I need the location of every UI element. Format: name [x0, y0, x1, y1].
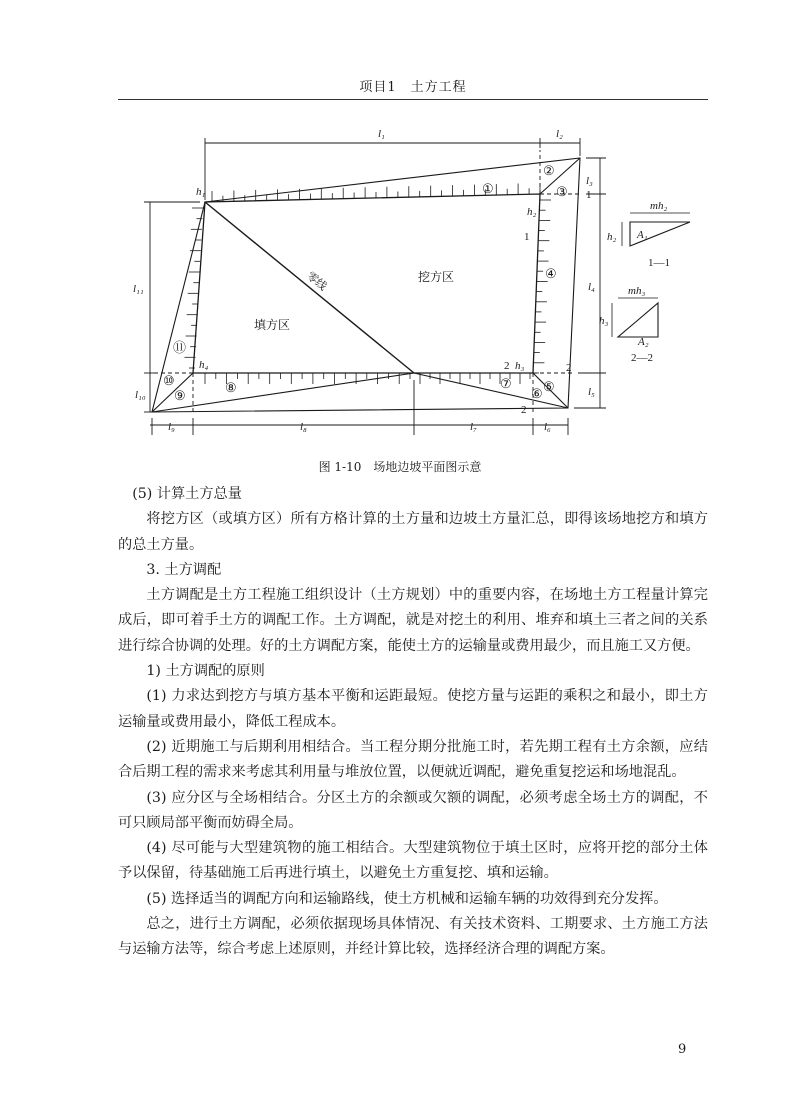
label-h3: h₃ [515, 360, 525, 372]
label-l11: l₁₁ [133, 283, 144, 295]
figure-labels [133, 128, 670, 433]
label-l5: l₅ [588, 386, 595, 398]
label-A2: A₂ [638, 336, 649, 348]
site-slope-plan-figure [0, 110, 800, 450]
paragraph-principle: (4) 尽可能与大型建筑物的施工相结合。大型建筑物位于填土区时，应将开挖的部分土体予以保留，待基础施工后再进行填土，以避免土方重复挖、填和运输。 [118, 840, 708, 882]
label-section-1-1: 1—1 [648, 257, 670, 269]
label-l4: l₄ [588, 281, 595, 293]
zero-line [205, 202, 414, 373]
label-cut-zone: 挖方区 [418, 270, 455, 284]
label-circle-7: ⑦ [500, 376, 512, 391]
label-l1: l₁ [378, 128, 385, 140]
running-header: 项目1 土方工程 [359, 80, 467, 95]
figure-caption: 图 1-10 场地边坡平面图示意 [318, 460, 482, 474]
body-text [118, 482, 708, 963]
label-circle-4: ④ [545, 266, 557, 281]
label-circle-3: ③ [556, 184, 568, 199]
label-l3: l₃ [586, 175, 593, 187]
label-section-h2: h₂ [607, 231, 617, 243]
label-section-1a: 1 [524, 231, 530, 243]
paragraph: 土方调配是土方工程施工组织设计（土方规划）中的重要内容，在场地土方工程量计算完成后，即可着手土方的调配工作。土方调配，就是对挖土的利用、堆弃和填土三者之间的关系进行综合协调的处理。好的土方调配方案，能使土方的运输量或费用最少，而且施工又方便。 [118, 587, 708, 654]
paragraph-summary: 总之，进行土方调配，必须依据现场具体情况、有关技术资料、工期要求、土方施工方法与运输方法等，综合考虑上述原则，并经计算比较，选择经济合理的调配方案。 [118, 916, 708, 958]
label-l6: l₆ [544, 421, 551, 433]
zero-point-to-sw-line [152, 373, 414, 412]
paragraph: 将挖方区（或填方区）所有方格计算的土方量和边坡土方量汇总，即得该场地挖方和填方的总土方量。 [118, 511, 708, 553]
label-circle-2: ② [543, 163, 555, 178]
label-section-1b: 1 [586, 189, 592, 201]
label-mh3: mh₃ [628, 285, 646, 297]
label-l10: l₁₀ [135, 389, 146, 401]
label-section-2a: 2 [504, 360, 510, 372]
label-l2: l₂ [556, 128, 563, 140]
label-circle-1: ① [482, 181, 494, 196]
label-l8: l₈ [300, 421, 307, 433]
label-circle-6: ⑥ [531, 386, 543, 401]
paragraph-principle: (2) 近期施工与后期利用相结合。当工程分期分批施工时，若先期工程有土方余额，应结合后期工程的需求来考虑其利用量与堆放位置，以便就近调配，避免重复挖运和场地混乱。 [118, 738, 708, 781]
paragraph-calc-total: (5) 计算土方总量 [132, 486, 242, 502]
label-l7: l₇ [470, 421, 477, 433]
label-circle-10: ⑩ [163, 373, 175, 388]
label-h1: h₁ [196, 186, 206, 198]
label-section-2-2: 2—2 [631, 352, 653, 364]
label-circle-11: ⑪ [173, 340, 187, 355]
paragraph-principle: (3) 应分区与全场相结合。分区土方的余额或欠额的调配，必须考虑全场土方的调配，不可只顾局部平衡而妨碍全局。 [118, 789, 708, 831]
label-circle-5: ⑤ [543, 379, 555, 394]
label-circle-9: ⑨ [174, 388, 186, 403]
label-l9: l₉ [168, 421, 175, 433]
header-rule [118, 99, 708, 100]
section-heading-earth-allocation: 3. 土方调配 [146, 561, 222, 578]
page-number: 9 [678, 1042, 687, 1057]
slope-hatch-marks [185, 183, 552, 384]
label-fill-zone: 填方区 [254, 318, 291, 332]
paragraph-principle: (5) 选择适当的调配方向和运输路线，使土方机械和运输车辆的功效得到充分发挥。 [146, 890, 668, 907]
label-h4: h₄ [199, 359, 209, 371]
label-mh2: mh₂ [650, 200, 668, 212]
site-inner-boundary [193, 194, 540, 373]
label-section-2b: 2 [566, 362, 572, 374]
label-section-h3: h₃ [599, 315, 609, 327]
subheading-principles: 1) 土方调配的原则 [146, 663, 265, 680]
label-h2: h₂ [527, 206, 537, 218]
label-circle-8: ⑧ [225, 380, 237, 395]
label-A1: A₁ [637, 229, 648, 241]
label-zero-line: 零线 [304, 270, 329, 294]
label-section-2c: 2 [521, 404, 527, 416]
paragraph-principle: (1) 力求达到挖方与填方基本平衡和运距最短。使挖方量与运距的乘积之和最小，即土方运输量或费用最小，降低工程成本。 [118, 688, 708, 730]
section-2-2-triangle [618, 303, 658, 337]
